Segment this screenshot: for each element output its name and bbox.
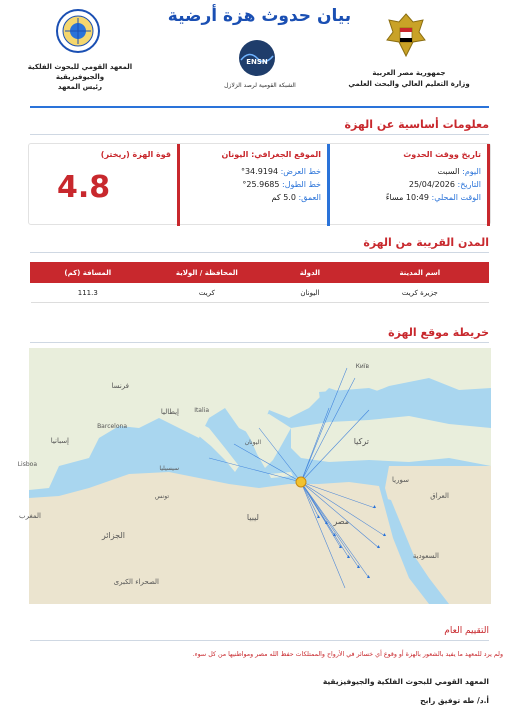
map-label-sahara: الصحراء الكبرى [113,578,159,586]
map-label-barcelona: Barcelona [97,423,127,430]
map-label-greece: اليونان [244,439,261,446]
map-label-spain: إسبانيا [50,437,69,445]
epicenter-marker [296,477,306,487]
section-divider [30,342,489,343]
cell-city: جزيرة كريت [351,283,488,303]
col-header-province: المحافظة / الولاية [145,263,269,283]
cities-table [30,262,489,303]
magnitude-card [27,144,180,226]
map-label-italy-latin: Italia [194,407,209,414]
col-header-country: الدولة [269,263,351,283]
ensn-logo-text: ENSN [246,58,268,66]
section-divider [30,252,489,253]
map-label-syria: سوريا [392,476,409,484]
lat-value: 34.9194° [240,167,279,176]
col-header-distance: المسافة (كم) [31,263,146,283]
signature-name: أ.د/ طه توفيق رابح [420,696,489,705]
lat-label: خط العرض: [280,167,321,176]
section-title-nearby-cities: المدن القريبة من الهزة [363,236,489,249]
cell-province: كريت [145,283,269,303]
day-value: السبت [437,167,460,176]
col-header-city: اسم المدينة [351,263,488,283]
section-divider [30,134,489,135]
info-cards [28,143,491,225]
section-title-map: خريطة موقع الهزة [388,326,489,339]
assessment-text: ولم يرد للمعهد ما يفيد بالشعور بالهزة أو وقوع أي خسائر في الأرواح والممتلكات حفظ الله مصر ومواطنيها من كل سوء. [192,651,503,658]
depth-label: العمق: [298,193,321,202]
map-label-lisbon: Lisboa [17,461,37,468]
map-label-france: فرنسا [111,382,129,390]
day-label: اليوم: [462,167,481,176]
map-label-turkey: تركيا [353,437,369,446]
map-label-egypt: مصر [333,517,349,526]
date-value: 25/04/2026 [408,180,455,189]
map-label-saudi: السعودية [412,552,439,560]
time-card-title: تاريخ ووقت الحدوث [403,150,481,159]
table-header-row [31,263,489,283]
report-title: بيان حدوث هزة أرضية [167,6,352,26]
cell-distance: 111.3 [31,283,146,303]
map-label-kiev: Київ [355,363,369,370]
institute-logo [55,8,101,54]
date-label: التاريخ: [457,180,481,189]
section-title-basic-info: معلومات أساسية عن الهزة [344,118,489,131]
magnitude-value: 4.8 [57,170,111,205]
map-label-sicily: سيسيليا [159,465,179,472]
section-title-assessment: التقييم العام [444,626,489,636]
lon-label: خط الطول: [282,180,321,189]
epicenter-map[interactable] [17,348,491,604]
map-canvas [17,348,491,604]
depth-value: 5.0 كم [271,193,296,202]
geo-card [180,144,330,226]
institute-caption: المعهد القومي للبحوث الفلكية والجيوفيزيقية رئيس المعهد [27,63,133,91]
report-header [0,0,519,100]
map-label-iraq: العراق [430,492,449,500]
section-divider [30,640,489,641]
map-label-libya: ليبيا [246,513,259,522]
map-label-morocco: المغرب [19,512,41,520]
time-label: الوقت المحلي: [431,193,481,202]
cell-country: اليونان [269,283,351,303]
geo-card-title: الموقع الجغرافي: اليونان [221,150,321,159]
map-label-tunisia: تونس [154,493,169,500]
header-divider [30,106,489,108]
network-caption: الشبكة القومية لرصد الزلازل [224,82,296,89]
signature-org: المعهد القومي للبحوث الفلكية والجيوفيزيقية [322,677,489,686]
lon-value: 25.9685° [242,180,280,189]
ensn-logo [237,38,277,78]
egypt-emblem [383,10,429,62]
time-value: 10:49 مساءً [385,193,429,202]
map-label-italy: إيطاليا [160,408,179,416]
table-row [31,283,489,303]
map-label-algeria: الجزائر [101,531,125,540]
magnitude-card-title: قوة الهزة (ريختر) [100,150,171,159]
time-card [330,144,490,226]
ministry-caption: جمهورية مصر العربية وزارة التعليم العالي والبحث العلمي [348,69,470,88]
